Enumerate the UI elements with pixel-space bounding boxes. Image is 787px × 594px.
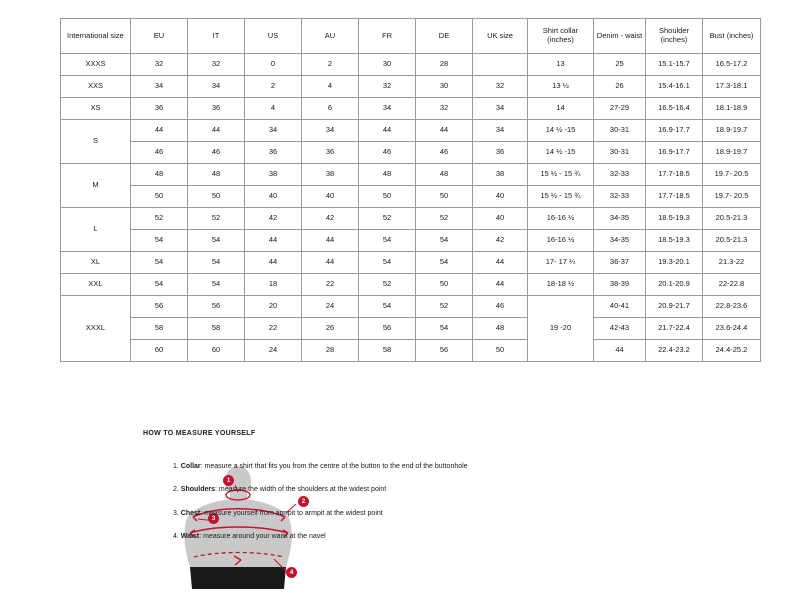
table-cell: 44 bbox=[302, 252, 359, 274]
column-header-it: IT bbox=[188, 19, 245, 54]
instruction-term: Shoulders bbox=[180, 486, 216, 494]
table-cell: 52 bbox=[359, 208, 416, 230]
instruction-text: : measure yourself from armpit to armpit at the widest point bbox=[200, 509, 383, 517]
table-cell: 16.5-17.2 bbox=[703, 54, 761, 76]
table-cell: 2 bbox=[245, 76, 302, 98]
table-cell: 32 bbox=[131, 54, 188, 76]
table-cell: 40 bbox=[473, 186, 528, 208]
size-label-cell: XXXL bbox=[61, 296, 131, 362]
table-cell: 46 bbox=[359, 142, 416, 164]
size-label-cell: L bbox=[61, 208, 131, 252]
column-header-au: AU bbox=[302, 19, 359, 54]
table-cell: 46 bbox=[188, 142, 245, 164]
cell-shirt-collar: 19 -20 bbox=[528, 296, 594, 362]
table-header bbox=[61, 19, 761, 54]
table-cell: 22-22.8 bbox=[703, 274, 761, 296]
measurement-instruction-item bbox=[173, 510, 733, 518]
table-cell: 48 bbox=[359, 164, 416, 186]
table-cell: 36 bbox=[131, 98, 188, 120]
callout-2-shoulders: 2 bbox=[298, 496, 309, 507]
table-cell: 54 bbox=[416, 318, 473, 340]
size-label-cell: XS bbox=[61, 98, 131, 120]
column-header-denim-waist: Denim - waist bbox=[594, 19, 646, 54]
table-cell: 46 bbox=[473, 296, 528, 318]
table-cell: 34 bbox=[302, 120, 359, 142]
table-cell: 30-31 bbox=[594, 142, 646, 164]
table-row bbox=[61, 186, 761, 208]
size-label-cell: XXXS bbox=[61, 54, 131, 76]
table-cell: 34 bbox=[359, 98, 416, 120]
table-cell: 0 bbox=[245, 54, 302, 76]
table-cell: 58 bbox=[359, 340, 416, 362]
table-cell: 44 bbox=[188, 120, 245, 142]
table-row bbox=[61, 54, 761, 76]
instruction-number: 2. bbox=[173, 486, 181, 494]
size-label-cell: XXL bbox=[61, 274, 131, 296]
table-cell: 36 bbox=[302, 142, 359, 164]
table-cell: 20 bbox=[245, 296, 302, 318]
table-cell: 54 bbox=[188, 230, 245, 252]
table-cell: 54 bbox=[359, 296, 416, 318]
measurement-instruction-list bbox=[173, 463, 733, 557]
column-header-bust: Bust (inches) bbox=[703, 19, 761, 54]
table-cell: 34 bbox=[473, 98, 528, 120]
table-cell: 28 bbox=[302, 340, 359, 362]
table-cell: 52 bbox=[416, 208, 473, 230]
instruction-text: : measure the width of the shoulders at the widest point bbox=[215, 486, 387, 494]
table-cell: 19.3-20.1 bbox=[646, 252, 703, 274]
callout-3-chest: 3 bbox=[208, 513, 219, 524]
table-row bbox=[61, 274, 761, 296]
table-cell: 15 ½ - 15 ¾ bbox=[528, 164, 594, 186]
table-cell: 44 bbox=[473, 274, 528, 296]
table-cell: 15.4-16.1 bbox=[646, 76, 703, 98]
table-cell: 14 bbox=[528, 98, 594, 120]
table-cell: 20.5-21.3 bbox=[703, 208, 761, 230]
table-cell: 24 bbox=[245, 340, 302, 362]
table-cell: 27-29 bbox=[594, 98, 646, 120]
table-cell: 22.4-23.2 bbox=[646, 340, 703, 362]
size-label-cell: S bbox=[61, 120, 131, 164]
table-cell: 32-33 bbox=[594, 164, 646, 186]
column-header-de: DE bbox=[416, 19, 473, 54]
table-cell: 19.7- 20.5 bbox=[703, 186, 761, 208]
table-cell: 50 bbox=[416, 274, 473, 296]
table-cell: 36 bbox=[188, 98, 245, 120]
table-cell: 60 bbox=[188, 340, 245, 362]
table-row bbox=[61, 98, 761, 120]
table-cell: 46 bbox=[416, 142, 473, 164]
table-cell: 42 bbox=[245, 208, 302, 230]
table-cell: 44 bbox=[245, 230, 302, 252]
table-cell: 18.9-19.7 bbox=[703, 120, 761, 142]
table-row bbox=[61, 296, 761, 318]
table-cell: 50 bbox=[359, 186, 416, 208]
table-cell: 16.9-17.7 bbox=[646, 142, 703, 164]
size-label-cell: XL bbox=[61, 252, 131, 274]
table-header-row bbox=[61, 19, 761, 54]
how-to-measure-title: HOW TO MEASURE YOURSELF bbox=[143, 430, 256, 437]
table-cell: 42-43 bbox=[594, 318, 646, 340]
table-cell: 48 bbox=[188, 164, 245, 186]
table-cell: 18.1-18.9 bbox=[703, 98, 761, 120]
table-cell: 14 ½ -15 bbox=[528, 142, 594, 164]
table-cell: 30 bbox=[416, 76, 473, 98]
measurement-instruction-item bbox=[173, 486, 733, 494]
table-cell: 36 bbox=[245, 142, 302, 164]
table-cell: 60 bbox=[131, 340, 188, 362]
table-cell: 40 bbox=[245, 186, 302, 208]
callout-1-collar: 1 bbox=[223, 475, 234, 486]
table-cell: 26 bbox=[302, 318, 359, 340]
table-cell: 14 ½ -15 bbox=[528, 120, 594, 142]
instruction-number: 4. bbox=[173, 533, 181, 541]
table-cell: 44 bbox=[594, 340, 646, 362]
table-cell: 54 bbox=[416, 230, 473, 252]
table-cell bbox=[473, 54, 528, 76]
table-cell: 23.6-24.4 bbox=[703, 318, 761, 340]
column-header-us: US bbox=[245, 19, 302, 54]
table-cell: 56 bbox=[416, 340, 473, 362]
table-cell: 58 bbox=[131, 318, 188, 340]
table-cell: 30-31 bbox=[594, 120, 646, 142]
table-cell: 6 bbox=[302, 98, 359, 120]
table-row bbox=[61, 120, 761, 142]
table-cell: 19.7- 20.5 bbox=[703, 164, 761, 186]
table-cell: 30 bbox=[359, 54, 416, 76]
column-header-shoulder: Shoulder (inches) bbox=[646, 19, 703, 54]
table-cell: 54 bbox=[359, 252, 416, 274]
table-cell: 18.9-19.7 bbox=[703, 142, 761, 164]
table-cell: 44 bbox=[302, 230, 359, 252]
callout-4-waist: 4 bbox=[286, 567, 297, 578]
table-cell: 26 bbox=[594, 76, 646, 98]
instruction-text: : measure around your waist at the navel bbox=[199, 533, 326, 541]
table-cell: 18.5-19.3 bbox=[646, 230, 703, 252]
table-cell: 4 bbox=[245, 98, 302, 120]
size-label-cell: M bbox=[61, 164, 131, 208]
column-header-shirt-collar: Shirt collar (inches) bbox=[528, 19, 594, 54]
table-cell: 32 bbox=[473, 76, 528, 98]
table-cell: 34 bbox=[188, 76, 245, 98]
table-cell: 20.1-20.9 bbox=[646, 274, 703, 296]
table-cell: 38-39 bbox=[594, 274, 646, 296]
table-row bbox=[61, 252, 761, 274]
table-cell: 44 bbox=[131, 120, 188, 142]
table-cell: 20.9-21.7 bbox=[646, 296, 703, 318]
table-cell: 25 bbox=[594, 54, 646, 76]
table-row bbox=[61, 318, 761, 340]
table-cell: 22.8-23.6 bbox=[703, 296, 761, 318]
table-cell: 18-18 ½ bbox=[528, 274, 594, 296]
table-cell: 54 bbox=[131, 274, 188, 296]
table-cell: 32 bbox=[359, 76, 416, 98]
table-cell: 54 bbox=[359, 230, 416, 252]
table-cell: 54 bbox=[188, 274, 245, 296]
table-row bbox=[61, 76, 761, 98]
table-cell: 52 bbox=[416, 296, 473, 318]
table-cell: 52 bbox=[131, 208, 188, 230]
table-cell: 52 bbox=[359, 274, 416, 296]
table-cell: 34-35 bbox=[594, 208, 646, 230]
instruction-number: 1. bbox=[173, 463, 181, 470]
table-cell: 28 bbox=[416, 54, 473, 76]
table-cell: 48 bbox=[416, 164, 473, 186]
table-cell: 44 bbox=[473, 252, 528, 274]
table-cell: 56 bbox=[359, 318, 416, 340]
table-cell: 34 bbox=[245, 120, 302, 142]
table-cell: 2 bbox=[302, 54, 359, 76]
table-cell: 15 ½ - 15 ¾ bbox=[528, 186, 594, 208]
table-cell: 32-33 bbox=[594, 186, 646, 208]
measurement-instruction-item bbox=[173, 533, 733, 541]
table-cell: 52 bbox=[188, 208, 245, 230]
table-cell: 18.5-19.3 bbox=[646, 208, 703, 230]
table-cell: 38 bbox=[473, 164, 528, 186]
table-cell: 48 bbox=[473, 318, 528, 340]
table-cell: 21.7-22.4 bbox=[646, 318, 703, 340]
table-cell: 21.3-22 bbox=[703, 252, 761, 274]
column-header-uk-size: UK size bbox=[473, 19, 528, 54]
table-cell: 40-41 bbox=[594, 296, 646, 318]
table-cell: 44 bbox=[359, 120, 416, 142]
table-cell: 24 bbox=[302, 296, 359, 318]
measurement-instruction-item bbox=[173, 463, 733, 471]
column-header-fr: FR bbox=[359, 19, 416, 54]
size-chart-table bbox=[60, 18, 761, 362]
table-cell: 32 bbox=[416, 98, 473, 120]
table-cell: 46 bbox=[131, 142, 188, 164]
size-label-cell: XXS bbox=[61, 76, 131, 98]
how-to-measure-section bbox=[143, 430, 763, 576]
table-cell: 42 bbox=[473, 230, 528, 252]
table-body bbox=[61, 54, 761, 362]
table-row bbox=[61, 164, 761, 186]
instruction-term: Chest bbox=[180, 509, 201, 517]
instruction-term: Collar bbox=[180, 463, 201, 470]
table-cell: 17- 17 ¼ bbox=[528, 252, 594, 274]
table-cell: 24.4-25.2 bbox=[703, 340, 761, 362]
column-header-international-size: International size bbox=[61, 19, 131, 54]
table-cell: 34 bbox=[131, 76, 188, 98]
table-cell: 16-16 ½ bbox=[528, 208, 594, 230]
table-cell: 13 bbox=[528, 54, 594, 76]
table-cell: 36 bbox=[473, 142, 528, 164]
table-cell: 36-37 bbox=[594, 252, 646, 274]
table-cell: 54 bbox=[131, 230, 188, 252]
table-cell: 16.9-17.7 bbox=[646, 120, 703, 142]
table-cell: 50 bbox=[416, 186, 473, 208]
table-cell: 50 bbox=[131, 186, 188, 208]
table-cell: 40 bbox=[302, 186, 359, 208]
table-cell: 54 bbox=[416, 252, 473, 274]
table-cell: 32 bbox=[188, 54, 245, 76]
table-cell: 40 bbox=[473, 208, 528, 230]
table-cell: 54 bbox=[188, 252, 245, 274]
table-cell: 44 bbox=[416, 120, 473, 142]
table-cell: 44 bbox=[245, 252, 302, 274]
table-cell: 4 bbox=[302, 76, 359, 98]
table-cell: 22 bbox=[302, 274, 359, 296]
table-cell: 17.7-18.5 bbox=[646, 164, 703, 186]
table-row bbox=[61, 142, 761, 164]
table-cell: 18 bbox=[245, 274, 302, 296]
table-cell: 17.3-18.1 bbox=[703, 76, 761, 98]
table-cell: 34-35 bbox=[594, 230, 646, 252]
table-cell: 48 bbox=[131, 164, 188, 186]
table-cell: 38 bbox=[245, 164, 302, 186]
table-cell: 50 bbox=[473, 340, 528, 362]
table-cell: 38 bbox=[302, 164, 359, 186]
table-row bbox=[61, 208, 761, 230]
instruction-term: Waist bbox=[180, 533, 200, 541]
table-cell: 15.1-15.7 bbox=[646, 54, 703, 76]
table-cell: 56 bbox=[188, 296, 245, 318]
table-cell: 22 bbox=[245, 318, 302, 340]
instruction-text: : measure a shirt that fits you from the centre of the button to the end of the buttonhole bbox=[200, 463, 468, 470]
table-row bbox=[61, 340, 761, 362]
column-header-eu: EU bbox=[131, 19, 188, 54]
table-cell: 16-16 ½ bbox=[528, 230, 594, 252]
table-cell: 17.7-18.5 bbox=[646, 186, 703, 208]
instruction-number: 3. bbox=[173, 509, 181, 517]
table-cell: 58 bbox=[188, 318, 245, 340]
table-cell: 54 bbox=[131, 252, 188, 274]
table-row bbox=[61, 230, 761, 252]
table-cell: 20.5-21.3 bbox=[703, 230, 761, 252]
table-cell: 34 bbox=[473, 120, 528, 142]
table-cell: 56 bbox=[131, 296, 188, 318]
table-cell: 16.5-16.4 bbox=[646, 98, 703, 120]
table-cell: 50 bbox=[188, 186, 245, 208]
table-cell: 42 bbox=[302, 208, 359, 230]
table-cell: 13 ½ bbox=[528, 76, 594, 98]
